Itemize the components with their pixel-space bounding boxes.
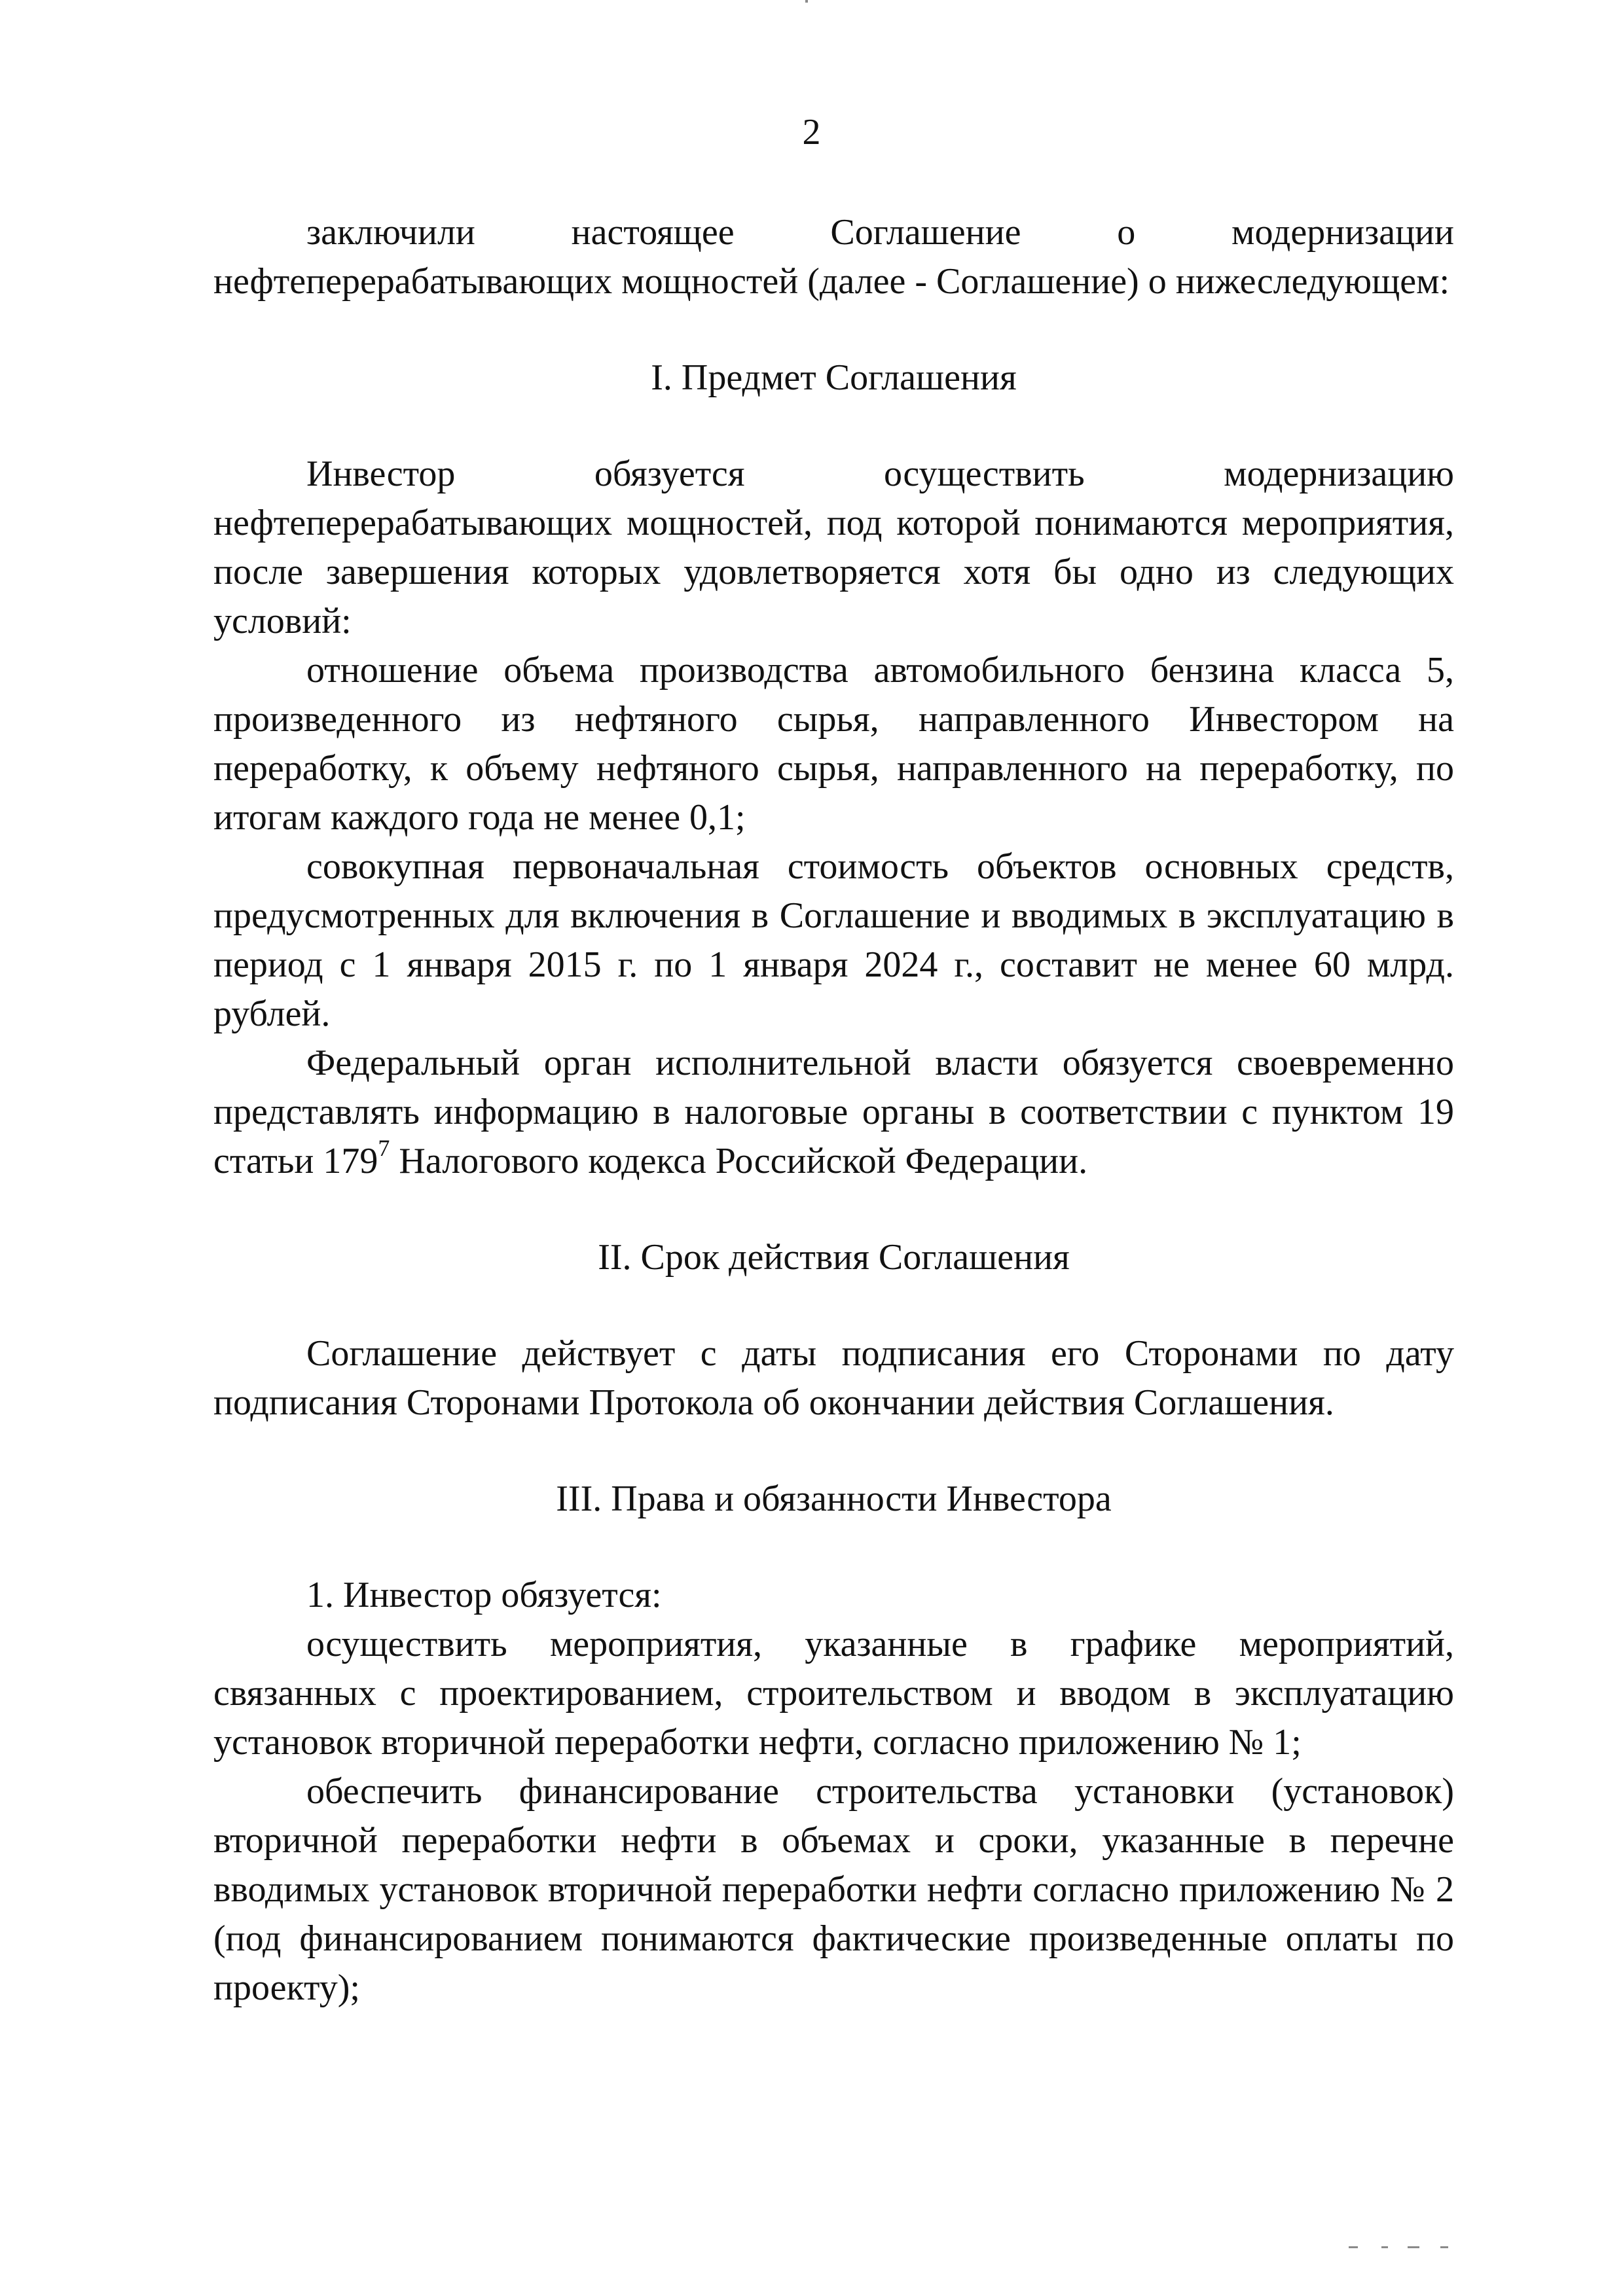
paragraph: Инвестор обязуется осуществить модернизацию нефтеперерабатывающих мощностей, под которой понимаются мероприятия, после завершения которых удовлетворяется хотя бы одно из следующих условий:	[213, 454, 1454, 641]
paragraph: обеспечить финансирование строительства установки (установок) вторичной переработки нефти в объемах и сроки, указанные в перечне вводимых установок вторичной переработки нефти согласно приложению № 2 (под финансированием понимаются фактические произведенные оплаты по проекту);	[213, 1771, 1454, 2008]
paragraph: Соглашение действует с даты подписания его Сторонами по дату подписания Сторонами Протокола об окончании действия Соглашения.	[213, 1333, 1454, 1423]
scan-artifact	[1349, 2246, 1358, 2248]
article-superscript: 7	[378, 1135, 390, 1162]
intro-paragraph: заключили настоящее Соглашение о модернизации нефтеперерабатывающих мощностей (далее - Соглашение) о нижеследующем:	[213, 212, 1454, 302]
paragraph-tax-code	[213, 1039, 1454, 1186]
section-heading-rights: III. Права и обязанности Инвестора	[556, 1479, 1112, 1519]
paragraph: отношение объема производства автомобильного бензина класса 5, произведенного из нефтяного сырья, направленного Инвестором на переработку, к объему нефтяного сырья, направленного на переработку, по итогам каждого года не менее 0,1;	[213, 650, 1454, 838]
scan-artifact	[1408, 2246, 1419, 2248]
section-heading-subject: I. Предмет Соглашения	[651, 357, 1017, 398]
document-body	[213, 208, 1454, 2013]
scan-artifact	[1381, 2246, 1388, 2248]
paragraph: осуществить мероприятия, указанные в графике мероприятий, связанных с проектированием, строительством и вводом в эксплуатацию установок вторичной переработки нефти, согласно приложению № 1;	[213, 1624, 1454, 1763]
scan-artifact	[1440, 2246, 1448, 2248]
scan-artifact	[805, 0, 808, 3]
paragraph: совокупная первоначальная стоимость объектов основных средств, предусмотренных для включения в Соглашение и вводимых в эксплуатацию в период с 1 января 2015 г. по 1 января 2024 г., составит не менее 60 млрд. рублей.	[213, 846, 1454, 1034]
paragraph: 1. Инвестор обязуется:	[306, 1575, 662, 1615]
page-number: 2	[802, 112, 821, 152]
paragraph-text: Федеральный орган исполнительной власти обязуется своевременно представлять информацию в налоговые органы в соответствии с пунктом 19 статьи 179	[213, 1043, 1454, 1181]
paragraph-text: Налогового кодекса Российской Федерации.	[390, 1141, 1088, 1181]
section-heading-term: II. Срок действия Соглашения	[598, 1237, 1070, 1278]
